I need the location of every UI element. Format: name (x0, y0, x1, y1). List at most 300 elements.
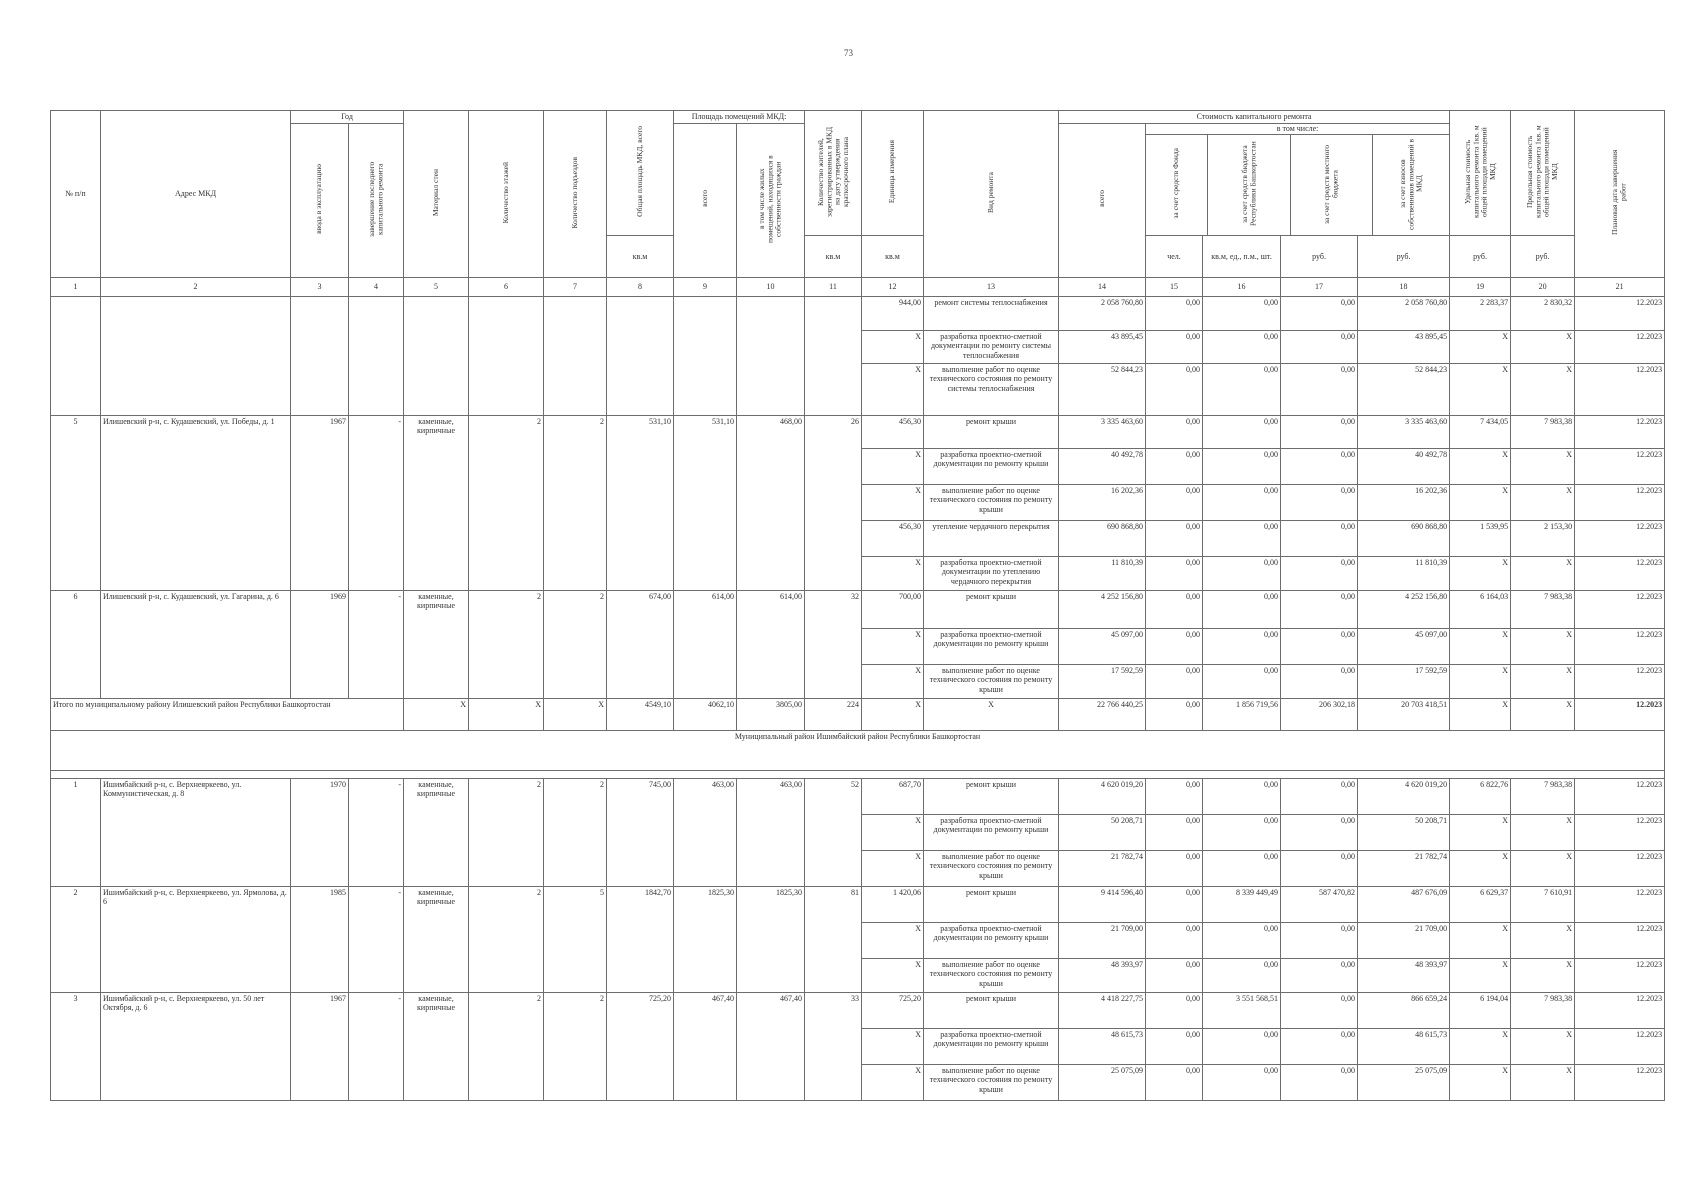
cost-owners-cell: 45 097,00 (1358, 628, 1450, 664)
row-number: 6 (51, 590, 101, 698)
cost-fund-cell: 0,00 (1146, 814, 1203, 850)
column-number: 3 (291, 277, 349, 296)
total-max-cost: X (1511, 698, 1575, 730)
column-number: 8 (607, 277, 674, 296)
cost-local-cell: 0,00 (1281, 520, 1358, 556)
table-row (51, 296, 1665, 330)
cost-rb-cell: 0,00 (1203, 778, 1281, 814)
max-cost-cell: X (1511, 958, 1575, 992)
cost-owners-cell: 866 659,24 (1358, 992, 1450, 1028)
column-number: 6 (469, 277, 544, 296)
area-cell: 674,00 (607, 590, 674, 698)
cost-total-cell: 40 492,78 (1059, 448, 1146, 484)
total-premises-res: 3805,00 (737, 698, 805, 730)
cost-total-cell: 52 844,23 (1059, 363, 1146, 415)
header-residents: Количество жителей, зарегистрированных в МКД на дату утверждения краткосрочного плана (805, 111, 862, 236)
cost-total-cell: 17 592,59 (1059, 664, 1146, 698)
cost-local-cell: 0,00 (1281, 363, 1358, 415)
column-numbers-row (51, 277, 1665, 296)
header-cost-total: всего (1059, 123, 1146, 277)
unit-cost-cell: 2 283,37 (1450, 296, 1511, 330)
cost-rb-cell: 0,00 (1203, 590, 1281, 628)
date-cell: 12.2023 (1575, 296, 1665, 330)
cost-local-cell: 0,00 (1281, 590, 1358, 628)
unit-measure: кв.м, ед., п.м., шт. (1203, 236, 1281, 277)
qty-cell: 456,30 (862, 415, 924, 448)
cost-rb-cell: 0,00 (1203, 296, 1281, 330)
header-premises-area: Площадь помещений МКД: (674, 111, 805, 124)
unit-cost-cell: X (1450, 958, 1511, 992)
max-cost-cell: X (1511, 556, 1575, 590)
date-cell: 12.2023 (1575, 778, 1665, 814)
qty-cell: 944,00 (862, 296, 924, 330)
total-qty: X (862, 698, 924, 730)
year-cell: 1969 (291, 590, 349, 698)
cost-local-cell: 0,00 (1281, 415, 1358, 448)
header-repair-type: Вид ремонта (924, 111, 1059, 278)
qty-cell: 687,70 (862, 778, 924, 814)
max-cost-cell: X (1511, 363, 1575, 415)
unit-cost-cell: X (1450, 484, 1511, 520)
entrances-cell: 5 (544, 886, 607, 992)
header-cost-owners: за счет взносов собственников помещений в МКД (1397, 138, 1424, 230)
row-number: 1 (51, 778, 101, 886)
area-cell: 725,20 (607, 992, 674, 1100)
premises-res-cell: 463,00 (737, 778, 805, 886)
max-cost-cell: X (1511, 628, 1575, 664)
column-number: 19 (1450, 277, 1511, 296)
header-unit-cost: Удельная стоимость капитального ремонта 1кв. м общей площади помещений МКД (1450, 111, 1511, 236)
max-cost-cell: X (1511, 1064, 1575, 1100)
floors-cell: 2 (469, 886, 544, 992)
date-cell: 12.2023 (1575, 1064, 1665, 1100)
work-cell: выполнение работ по оценке технического состояния по ремонту крыши (924, 850, 1059, 886)
unit-cost-cell: X (1450, 448, 1511, 484)
qty-cell: X (862, 922, 924, 958)
cost-fund-cell: 0,00 (1146, 1064, 1203, 1100)
header-including-sub (1146, 135, 1449, 236)
work-cell: ремонт крыши (924, 992, 1059, 1028)
work-cell: разработка проектно-сметной документации по ремонту крыши (924, 628, 1059, 664)
date-cell: 12.2023 (1575, 363, 1665, 415)
date-cell: 12.2023 (1575, 628, 1665, 664)
cost-owners-cell: 43 895,45 (1358, 330, 1450, 363)
total-residents: 224 (805, 698, 862, 730)
address-cell: Ишимбайский р-н, с. Верхнеяркеево, ул. Ярмолова, д. 6 (101, 886, 291, 992)
total-owners: 20 703 418,51 (1358, 698, 1450, 730)
max-cost-cell: 7 983,38 (1511, 992, 1575, 1028)
cost-local-cell: 0,00 (1281, 992, 1358, 1028)
cost-total-cell: 43 895,45 (1059, 330, 1146, 363)
material-cell: каменные, кирпичные (404, 590, 469, 698)
last-repair-cell: - (349, 886, 404, 992)
address-cell: Ишимбайский р-н, с. Верхнеяркеево, ул. Коммунистическая, д. 8 (101, 778, 291, 886)
premises-total-cell: 614,00 (674, 590, 737, 698)
header-max-cost: Предельная стоимость капитального ремонта 1кв. м общей площади помещений МКД (1511, 111, 1575, 236)
qty-cell: 1 420,06 (862, 886, 924, 922)
cost-fund-cell: 0,00 (1146, 296, 1203, 330)
total-floors: X (469, 698, 544, 730)
cost-rb-cell: 0,00 (1203, 484, 1281, 520)
cost-total-cell: 48 615,73 (1059, 1028, 1146, 1064)
cost-owners-cell: 21 709,00 (1358, 922, 1450, 958)
address-cell: Ишимбайский р-н, с. Верхнеяркеево, ул. 50 лет Октября, д. 6 (101, 992, 291, 1100)
cost-local-cell: 0,00 (1281, 556, 1358, 590)
last-repair-cell: - (349, 992, 404, 1100)
work-cell: ремонт крыши (924, 415, 1059, 448)
spacer-row (51, 770, 1665, 778)
cost-fund-cell: 0,00 (1146, 363, 1203, 415)
cost-rb-cell: 0,00 (1203, 556, 1281, 590)
unit-cost-cell: X (1450, 1064, 1511, 1100)
premises-res-cell: 468,00 (737, 415, 805, 590)
header-year-commissioning: ввода в эксплуатацию (291, 123, 349, 277)
work-cell: выполнение работ по оценке технического состояния по ремонту системы теплоснабжения (924, 363, 1059, 415)
cost-owners-cell: 21 782,74 (1358, 850, 1450, 886)
work-cell: выполнение работ по оценке технического состояния по ремонту крыши (924, 664, 1059, 698)
unit-cost-cell: 6 822,76 (1450, 778, 1511, 814)
header-year-last-repair: завершение последнего капитального ремонта (349, 123, 404, 277)
qty-cell: X (862, 1028, 924, 1064)
material-cell: каменные, кирпичные (404, 415, 469, 590)
cost-local-cell: 0,00 (1281, 628, 1358, 664)
last-repair-cell: - (349, 778, 404, 886)
date-cell: 12.2023 (1575, 448, 1665, 484)
total-work: X (924, 698, 1059, 730)
max-cost-cell: 7 610,91 (1511, 886, 1575, 922)
year-cell: 1967 (291, 992, 349, 1100)
premises-res-cell: 1825,30 (737, 886, 805, 992)
total-date: 12.2023 (1575, 698, 1665, 730)
unit-cost-cell: 1 539,95 (1450, 520, 1511, 556)
cost-owners-cell: 48 393,97 (1358, 958, 1450, 992)
total-row (51, 698, 1665, 730)
area-cell: 531,10 (607, 415, 674, 590)
table-row (51, 415, 1665, 448)
cost-fund-cell: 0,00 (1146, 484, 1203, 520)
cost-owners-cell: 16 202,36 (1358, 484, 1450, 520)
work-cell: разработка проектно-сметной документации по ремонту крыши (924, 922, 1059, 958)
max-cost-cell: 2 153,30 (1511, 520, 1575, 556)
cost-total-cell: 11 810,39 (1059, 556, 1146, 590)
qty-cell: X (862, 330, 924, 363)
work-cell: выполнение работ по оценке технического состояния по ремонту крыши (924, 484, 1059, 520)
cost-local-cell: 0,00 (1281, 814, 1358, 850)
unit-cost-cell: X (1450, 556, 1511, 590)
unit-cost-cell: X (1450, 363, 1511, 415)
max-cost-cell: X (1511, 330, 1575, 363)
cost-rb-cell: 0,00 (1203, 415, 1281, 448)
work-cell: ремонт крыши (924, 886, 1059, 922)
cost-rb-cell: 0,00 (1203, 850, 1281, 886)
cost-owners-cell: 2 058 760,80 (1358, 296, 1450, 330)
unit-cost-cell: X (1450, 628, 1511, 664)
header-including: в том числе: за счет средств Фонда за счет средств бюджета Республики Башкортостан за счет средств местного бюджета за счет взносов собственников помещений в МКД (1146, 123, 1450, 236)
unit-people: чел. (1146, 236, 1203, 277)
date-cell: 12.2023 (1575, 520, 1665, 556)
column-number: 10 (737, 277, 805, 296)
cost-owners-cell: 3 335 463,60 (1358, 415, 1450, 448)
cost-rb-cell: 0,00 (1203, 520, 1281, 556)
header-cost-rb: за счет средств бюджета Республики Башкортостан (1208, 135, 1291, 236)
cost-fund-cell: 0,00 (1146, 556, 1203, 590)
max-cost-cell: X (1511, 1028, 1575, 1064)
material-cell: каменные, кирпичные (404, 992, 469, 1100)
unit-rub-local: руб. (1511, 236, 1575, 277)
qty-cell: X (862, 628, 924, 664)
column-number: 1 (51, 277, 101, 296)
premises-total-cell: 531,10 (674, 415, 737, 590)
cost-owners-cell: 52 844,23 (1358, 363, 1450, 415)
work-cell: разработка проектно-сметной документации по ремонту крыши (924, 1028, 1059, 1064)
cost-rb-cell: 0,00 (1203, 363, 1281, 415)
column-number: 15 (1146, 277, 1203, 296)
entrances-cell: 2 (544, 992, 607, 1100)
page-number: 73 (844, 48, 853, 58)
cost-fund-cell: 0,00 (1146, 520, 1203, 556)
cost-rb-cell: 0,00 (1203, 958, 1281, 992)
qty-cell: X (862, 850, 924, 886)
work-cell: разработка проектно-сметной документации по ремонту крыши (924, 448, 1059, 484)
year-cell: 1970 (291, 778, 349, 886)
work-cell: разработка проектно-сметной документации по ремонту системы теплоснабжения (924, 330, 1059, 363)
cost-fund-cell: 0,00 (1146, 415, 1203, 448)
cost-total-cell: 4 620 019,20 (1059, 778, 1146, 814)
max-cost-cell: 7 983,38 (1511, 415, 1575, 448)
entrances-cell: 2 (544, 415, 607, 590)
header-address: Адрес МКД (101, 111, 291, 278)
qty-cell: 456,30 (862, 520, 924, 556)
floors-cell: 2 (469, 590, 544, 698)
year-cell: 1967 (291, 415, 349, 590)
cost-fund-cell: 0,00 (1146, 992, 1203, 1028)
row-number: 3 (51, 992, 101, 1100)
cost-rb-cell: 3 551 568,51 (1203, 992, 1281, 1028)
cost-fund-cell: 0,00 (1146, 958, 1203, 992)
cost-fund-cell: 0,00 (1146, 628, 1203, 664)
max-cost-cell: X (1511, 664, 1575, 698)
unit-rub-rb: руб. (1450, 236, 1511, 277)
qty-cell: X (862, 363, 924, 415)
unit-cost-cell: X (1450, 330, 1511, 363)
material-cell: каменные, кирпичные (404, 886, 469, 992)
max-cost-cell: X (1511, 814, 1575, 850)
residents-cell: 33 (805, 992, 862, 1100)
cost-local-cell: 0,00 (1281, 922, 1358, 958)
cost-local-cell: 0,00 (1281, 850, 1358, 886)
header-year: Год (291, 111, 404, 124)
table-row (51, 778, 1665, 814)
cost-owners-cell: 487 676,09 (1358, 886, 1450, 922)
cost-local-cell: 587 470,82 (1281, 886, 1358, 922)
unit-total-area: кв.м (607, 236, 674, 277)
date-cell: 12.2023 (1575, 958, 1665, 992)
column-number: 5 (404, 277, 469, 296)
qty-cell: X (862, 1064, 924, 1100)
total-local: 206 302,18 (1281, 698, 1358, 730)
last-repair-cell: - (349, 590, 404, 698)
work-cell: выполнение работ по оценке технического состояния по ремонту крыши (924, 1064, 1059, 1100)
unit-cost-cell: 6 629,37 (1450, 886, 1511, 922)
premises-total-cell: 463,00 (674, 778, 737, 886)
column-number: 4 (349, 277, 404, 296)
unit-premises: кв.м (805, 236, 862, 277)
residents-cell: 52 (805, 778, 862, 886)
cost-fund-cell: 0,00 (1146, 330, 1203, 363)
cost-total-cell: 690 868,80 (1059, 520, 1146, 556)
unit-rub-fund: руб. (1358, 236, 1450, 277)
total-premises: 4062,10 (674, 698, 737, 730)
table-row (51, 886, 1665, 922)
entrances-cell: 2 (544, 590, 607, 698)
qty-cell: 725,20 (862, 992, 924, 1028)
work-cell: ремонт крыши (924, 590, 1059, 628)
header-cost-fund: за счет средств Фонда (1146, 135, 1208, 236)
cost-total-cell: 4 418 227,75 (1059, 992, 1146, 1028)
cost-total-cell: 45 097,00 (1059, 628, 1146, 664)
table-row (51, 590, 1665, 628)
cost-total-cell: 25 075,09 (1059, 1064, 1146, 1100)
work-cell: ремонт системы теплоснабжения (924, 296, 1059, 330)
cost-fund-cell: 0,00 (1146, 664, 1203, 698)
cost-owners-cell: 48 615,73 (1358, 1028, 1450, 1064)
date-cell: 12.2023 (1575, 330, 1665, 363)
cost-fund-cell: 0,00 (1146, 778, 1203, 814)
header-entrances: Количество подъездов (544, 111, 607, 278)
residents-cell: 32 (805, 590, 862, 698)
unit-cost-cell: X (1450, 922, 1511, 958)
qty-cell: X (862, 664, 924, 698)
cost-rb-cell: 0,00 (1203, 330, 1281, 363)
total-rb: 1 856 719,56 (1203, 698, 1281, 730)
floors-cell: 2 (469, 778, 544, 886)
area-cell: 745,00 (607, 778, 674, 886)
header-cost: Стоимость капитального ремонта (1059, 111, 1450, 124)
section-title: Муниципальный район Ишимбайский район Республики Башкортостан (51, 730, 1665, 770)
total-cost: 22 766 440,25 (1059, 698, 1146, 730)
cost-fund-cell: 0,00 (1146, 850, 1203, 886)
max-cost-cell: 7 983,38 (1511, 590, 1575, 628)
column-number: 17 (1281, 277, 1358, 296)
work-cell: ремонт крыши (924, 778, 1059, 814)
unit-cost-cell: X (1450, 814, 1511, 850)
cost-rb-cell: 8 339 449,49 (1203, 886, 1281, 922)
qty-cell: X (862, 484, 924, 520)
cost-total-cell: 21 782,74 (1059, 850, 1146, 886)
column-number: 18 (1358, 277, 1450, 296)
cost-rb-cell: 0,00 (1203, 922, 1281, 958)
cost-local-cell: 0,00 (1281, 958, 1358, 992)
total-area: 4549,10 (607, 698, 674, 730)
total-label: Итого по муниципальному району Илишевский район Республики Башкортостан (51, 698, 404, 730)
header-premises-residential: в том числе жилых помещений, находящихся в собственности граждан (737, 123, 805, 277)
unit-premises-res: кв.м (862, 236, 924, 277)
cost-owners-cell: 690 868,80 (1358, 520, 1450, 556)
column-number: 20 (1511, 277, 1575, 296)
cost-owners-cell: 25 075,09 (1358, 1064, 1450, 1100)
row-number: 2 (51, 886, 101, 992)
section-row (51, 730, 1665, 770)
cost-owners-cell: 40 492,78 (1358, 448, 1450, 484)
cost-owners-cell: 4 620 019,20 (1358, 778, 1450, 814)
header-row (51, 111, 1665, 124)
header-premises-total: всего (674, 123, 737, 277)
column-number: 9 (674, 277, 737, 296)
date-cell: 12.2023 (1575, 664, 1665, 698)
address-cell: Илишевский р-н, с. Кудашевский, ул. Гагарина, д. 6 (101, 590, 291, 698)
max-cost-cell: X (1511, 484, 1575, 520)
unit-cost-cell: 6 164,03 (1450, 590, 1511, 628)
unit-rub-total: руб. (1281, 236, 1358, 277)
unit-cost-cell: X (1450, 1028, 1511, 1064)
cost-rb-cell: 0,00 (1203, 448, 1281, 484)
cost-rb-cell: 0,00 (1203, 814, 1281, 850)
work-cell: утепление чердачного перекрытия (924, 520, 1059, 556)
column-number: 14 (1059, 277, 1146, 296)
total-material: X (404, 698, 469, 730)
cost-local-cell: 0,00 (1281, 1064, 1358, 1100)
residents-cell: 81 (805, 886, 862, 992)
header-floors: Количество этажей (469, 111, 544, 278)
cost-total-cell: 48 393,97 (1059, 958, 1146, 992)
unit-cost-cell: X (1450, 664, 1511, 698)
premises-total-cell: 1825,30 (674, 886, 737, 992)
total-fund: 0,00 (1146, 698, 1203, 730)
cost-total-cell: 21 709,00 (1059, 922, 1146, 958)
header-unit: Единица измерения (862, 111, 924, 236)
column-number: 12 (862, 277, 924, 296)
area-cell: 1842,70 (607, 886, 674, 992)
cost-local-cell: 0,00 (1281, 778, 1358, 814)
address-cell: Илишевский р-н, с. Кудашевский, ул. Победы, д. 1 (101, 415, 291, 590)
residents-cell: 26 (805, 415, 862, 590)
cost-total-cell: 3 335 463,60 (1059, 415, 1146, 448)
date-cell: 12.2023 (1575, 850, 1665, 886)
cost-fund-cell: 0,00 (1146, 1028, 1203, 1064)
cost-local-cell: 0,00 (1281, 664, 1358, 698)
column-number: 21 (1575, 277, 1665, 296)
total-unit-cost: X (1450, 698, 1511, 730)
unit-cost-cell: X (1450, 850, 1511, 886)
cost-total-cell: 50 208,71 (1059, 814, 1146, 850)
work-cell: разработка проектно-сметной документации по ремонту крыши (924, 814, 1059, 850)
column-number: 11 (805, 277, 862, 296)
cost-rb-cell: 0,00 (1203, 1028, 1281, 1064)
cost-fund-cell: 0,00 (1146, 590, 1203, 628)
date-cell: 12.2023 (1575, 1028, 1665, 1064)
qty-cell: X (862, 556, 924, 590)
qty-cell: X (862, 448, 924, 484)
date-cell: 12.2023 (1575, 992, 1665, 1028)
year-cell: 1985 (291, 886, 349, 992)
max-cost-cell: 7 983,38 (1511, 778, 1575, 814)
cost-local-cell: 0,00 (1281, 296, 1358, 330)
date-cell: 12.2023 (1575, 484, 1665, 520)
column-number: 7 (544, 277, 607, 296)
premises-res-cell: 614,00 (737, 590, 805, 698)
cost-fund-cell: 0,00 (1146, 886, 1203, 922)
cost-owners-cell: 17 592,59 (1358, 664, 1450, 698)
date-cell: 12.2023 (1575, 556, 1665, 590)
cost-local-cell: 0,00 (1281, 448, 1358, 484)
last-repair-cell: - (349, 415, 404, 590)
cost-total-cell: 16 202,36 (1059, 484, 1146, 520)
max-cost-cell: 2 830,32 (1511, 296, 1575, 330)
cost-fund-cell: 0,00 (1146, 448, 1203, 484)
cost-owners-cell: 4 252 156,80 (1358, 590, 1450, 628)
date-cell: 12.2023 (1575, 922, 1665, 958)
column-number: 16 (1203, 277, 1281, 296)
